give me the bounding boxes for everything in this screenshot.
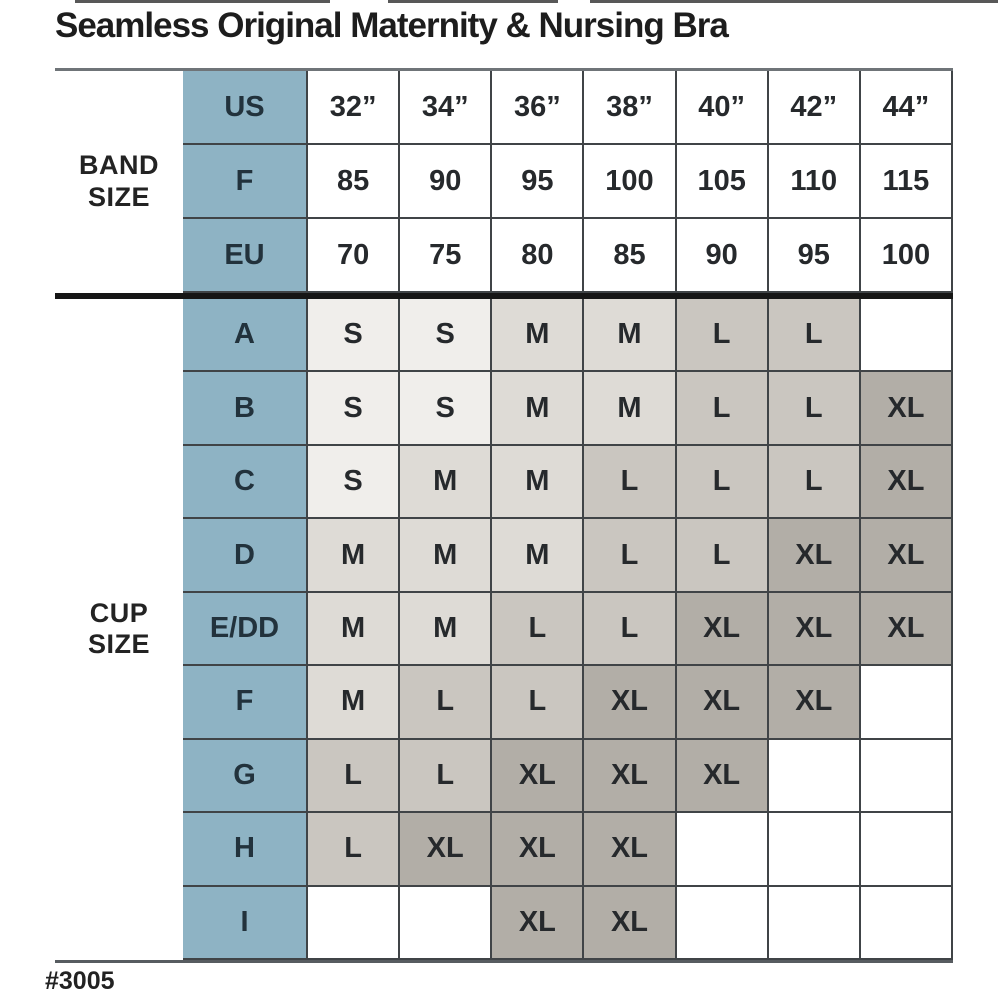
cup-size-label-line: SIZE	[87, 629, 150, 660]
cup-size-cell	[861, 887, 953, 960]
row-header-a: A	[183, 299, 308, 372]
band-value-cell: 85	[584, 219, 676, 293]
row-header-g: G	[183, 740, 308, 813]
cup-size-cell: M	[400, 446, 492, 519]
cup-size-cell: M	[308, 593, 400, 666]
cup-size-cell: L	[584, 519, 676, 592]
cup-size-cell	[861, 813, 953, 886]
cropped-text-segment	[590, 0, 998, 3]
style-number: #3005	[45, 967, 115, 995]
band-value-cell: 44”	[861, 71, 953, 145]
cup-size-cell: M	[492, 519, 584, 592]
cup-size-cell: XL	[584, 740, 676, 813]
cup-size-cell: L	[769, 446, 861, 519]
cup-size-cell: XL	[584, 887, 676, 960]
cup-size-cell	[861, 299, 953, 372]
cup-size-cell: L	[400, 740, 492, 813]
band-value-cell: 100	[861, 219, 953, 293]
row-header-c: C	[183, 446, 308, 519]
cup-size-cell	[677, 813, 769, 886]
cup-size-cell: S	[308, 446, 400, 519]
band-value-cell: 36”	[492, 71, 584, 145]
cup-size-cell	[308, 887, 400, 960]
cup-size-label-line: CUP	[89, 597, 149, 628]
band-value-cell: 100	[584, 145, 676, 219]
row-header-h: H	[183, 813, 308, 886]
band-value-cell: 110	[769, 145, 861, 219]
cup-size-cell: L	[584, 446, 676, 519]
cropped-text-segment	[388, 0, 558, 3]
cup-size-cell: XL	[492, 887, 584, 960]
cup-size-cell: M	[400, 519, 492, 592]
band-value-cell: 34”	[400, 71, 492, 145]
cup-size-cell: M	[308, 519, 400, 592]
row-header-e-dd: E/DD	[183, 593, 308, 666]
cup-size-cell	[400, 887, 492, 960]
band-value-cell: 70	[308, 219, 400, 293]
cup-size-cell: XL	[861, 446, 953, 519]
cup-size-cell	[677, 887, 769, 960]
band-size-label	[55, 71, 183, 293]
cup-size-cell: L	[584, 593, 676, 666]
cup-size-cell: M	[400, 593, 492, 666]
cup-size-cell	[769, 813, 861, 886]
cup-size-cell: L	[492, 666, 584, 739]
cup-size-cell: XL	[492, 740, 584, 813]
cup-size-cell: S	[308, 299, 400, 372]
cup-size-label	[55, 299, 183, 960]
cup-size-cell: XL	[861, 372, 953, 445]
cup-size-cell: L	[308, 813, 400, 886]
cup-size-cell: L	[769, 299, 861, 372]
band-value-cell: 40”	[677, 71, 769, 145]
cup-size-cell: XL	[769, 666, 861, 739]
cup-size-cell	[861, 666, 953, 739]
band-value-cell: 90	[400, 145, 492, 219]
cup-size-cell: S	[400, 372, 492, 445]
cup-size-cell: M	[584, 372, 676, 445]
cup-size-cell: L	[308, 740, 400, 813]
cup-size-cell: M	[492, 372, 584, 445]
cup-size-cell: L	[492, 593, 584, 666]
cup-size-cell: L	[677, 372, 769, 445]
cup-size-cell: L	[677, 446, 769, 519]
cropped-text-segment	[75, 0, 330, 3]
cup-size-cell: XL	[584, 813, 676, 886]
cup-size-cell: L	[677, 299, 769, 372]
cup-size-cell: XL	[677, 666, 769, 739]
cup-size-cell: S	[308, 372, 400, 445]
row-header-b: B	[183, 372, 308, 445]
cup-size-cell: M	[492, 299, 584, 372]
row-header-us: US	[183, 71, 308, 145]
cup-size-cell: XL	[769, 593, 861, 666]
cup-size-cell: XL	[861, 593, 953, 666]
band-size-label-line: SIZE	[87, 182, 150, 212]
size-table	[55, 68, 953, 963]
band-value-cell: 115	[861, 145, 953, 219]
band-value-cell: 80	[492, 219, 584, 293]
cup-size-cell: M	[308, 666, 400, 739]
band-value-cell: 95	[492, 145, 584, 219]
band-value-cell: 32”	[308, 71, 400, 145]
cup-size-cell: M	[584, 299, 676, 372]
band-value-cell: 85	[308, 145, 400, 219]
row-header-f: F	[183, 145, 308, 219]
band-value-cell: 75	[400, 219, 492, 293]
band-value-cell: 42”	[769, 71, 861, 145]
cup-size-cell: L	[677, 519, 769, 592]
band-value-cell: 95	[769, 219, 861, 293]
cup-size-cell: XL	[861, 519, 953, 592]
cup-size-cell: XL	[584, 666, 676, 739]
cup-size-cell: XL	[400, 813, 492, 886]
cup-size-cell: XL	[677, 740, 769, 813]
row-header-f: F	[183, 666, 308, 739]
band-size-label-line: BAND	[79, 150, 159, 181]
cup-size-cell: L	[769, 372, 861, 445]
band-value-cell: 90	[677, 219, 769, 293]
page-title: Seamless Original Maternity & Nursing Bra	[55, 6, 728, 45]
cup-size-cell	[861, 740, 953, 813]
cup-size-cell: XL	[492, 813, 584, 886]
cup-size-cell	[769, 740, 861, 813]
cup-size-cell: L	[400, 666, 492, 739]
cup-size-cell: XL	[769, 519, 861, 592]
cup-size-cell	[769, 887, 861, 960]
row-header-i: I	[183, 887, 308, 960]
row-header-eu: EU	[183, 219, 308, 293]
cup-size-cell: S	[400, 299, 492, 372]
cup-size-cell: XL	[677, 593, 769, 666]
row-header-d: D	[183, 519, 308, 592]
band-value-cell: 38”	[584, 71, 676, 145]
band-value-cell: 105	[677, 145, 769, 219]
cup-size-cell: M	[492, 446, 584, 519]
